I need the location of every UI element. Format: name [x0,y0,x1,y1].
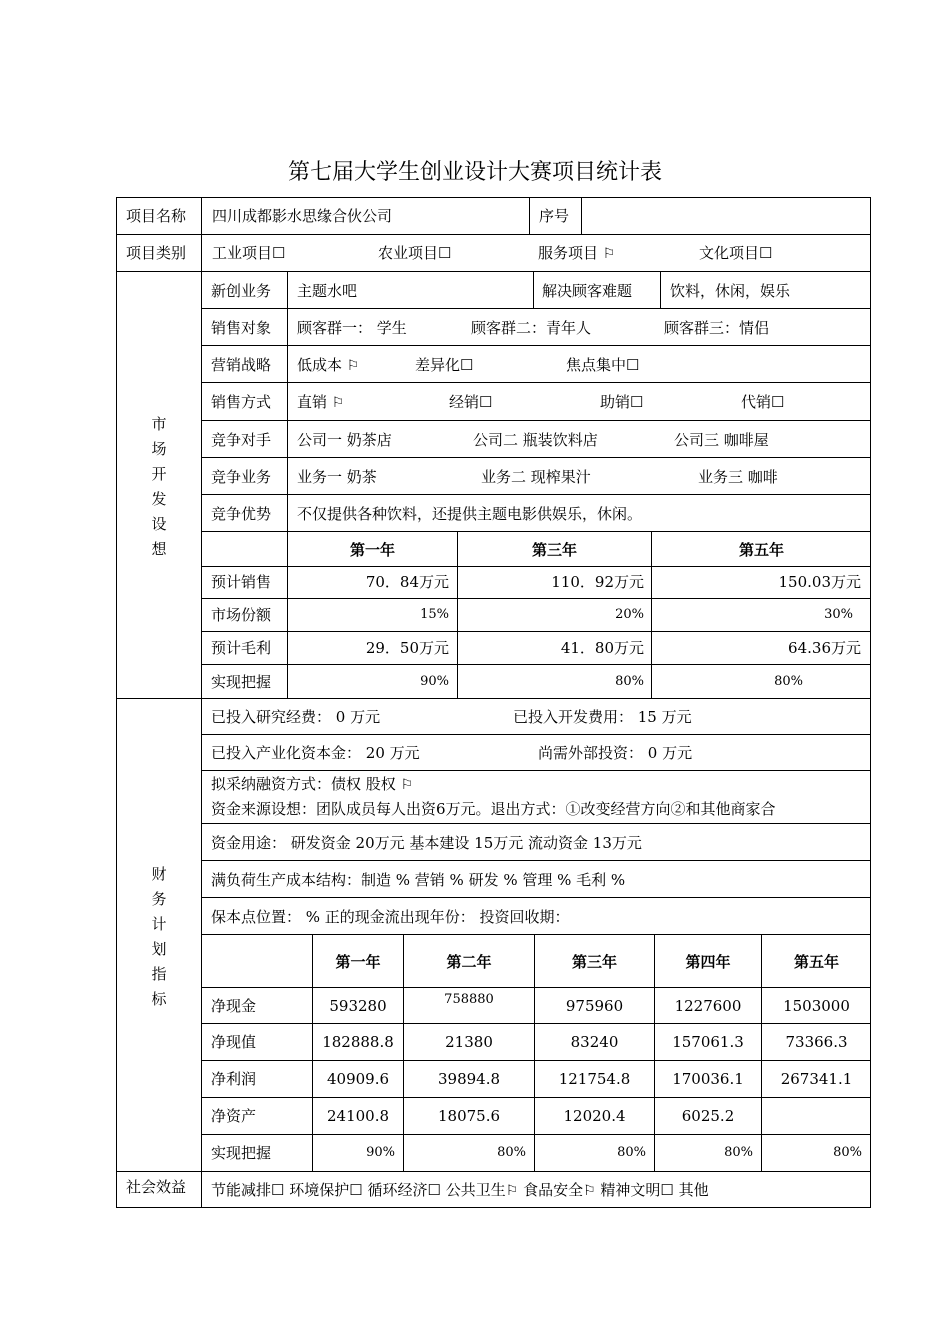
finance-cell: 40909.6 [326,1070,390,1088]
flag-icon: ⚐ [400,777,414,793]
dev-invested: 已投入开发费用： 15 万元 [513,708,692,726]
market-cell: 15% [420,607,449,622]
project-name-value: 四川成都影水思缘合伙公司 [212,207,393,225]
finance-cell: 267341.1 [780,1070,853,1088]
sales-assisted: 助销☐ [600,393,644,411]
competing-business-2: 业务二 现榨果汁 [481,468,591,486]
finance-cell: 1503000 [783,997,850,1015]
target-group-3: 顾客群三：情侣 [664,319,770,337]
flag-icon: ⚐ [505,1183,519,1199]
page-title: 第七届大学生创业设计大赛项目统计表 [287,160,662,185]
category-agriculture: 农业项目☐ [378,244,452,262]
finance-cell: 80% [724,1145,753,1160]
customer-problem-label: 解决顾客难题 [542,282,633,300]
finance-cell: 80% [833,1145,862,1160]
finance-cell: 1227600 [674,997,742,1015]
sales-method-label: 销售方式 [211,393,272,411]
industrial-capital: 已投入产业化资本金： 20 万元 [211,744,420,762]
finance-cell: 6025.2 [681,1107,735,1125]
finance-cell: 39894.8 [437,1070,501,1088]
benefit-hygiene: 公共卫生 [445,1181,506,1199]
category-service: 服务项目 ⚐ [538,244,616,262]
finance-cell: 182888.8 [322,1033,394,1051]
finance-cell: 83240 [570,1033,619,1051]
finance-year-header: 第二年 [446,953,492,971]
external-investment: 尚需外部投资： 0 万元 [538,744,693,762]
market-year-header: 第五年 [738,541,784,559]
competitor-label: 竞争对手 [211,431,272,449]
competitor-1: 公司一 奶茶店 [297,431,392,449]
finance-row-label: 净现金 [211,997,257,1015]
market-year-header: 第一年 [349,541,395,559]
finance-cell: 593280 [329,997,387,1015]
customer-problem-value: 饮料，休闲，娱乐 [670,282,791,300]
finance-row-label: 净现值 [211,1033,257,1051]
project-category-label: 项目类别 [126,244,187,262]
competing-business-1: 业务一 奶茶 [297,468,377,486]
finance-cell: 12020.4 [563,1107,626,1125]
competitor-3: 公司三 咖啡屋 [674,431,769,449]
finance-year-header: 第四年 [685,953,731,971]
market-cell: 80% [774,674,803,689]
market-row-label: 预计销售 [211,573,272,591]
finance-year-header: 第五年 [793,953,839,971]
finance-cell: 80% [617,1145,646,1160]
finance-cell: 121754.8 [558,1070,631,1088]
market-cell: 20% [615,607,644,622]
finance-section-label: 财务计划指标 [151,865,167,1008]
finance-cell: 975960 [565,997,624,1015]
target-group-1: 顾客群一： 学生 [297,319,407,337]
market-row-label: 预计毛利 [211,639,272,657]
finance-cell: 90% [366,1145,395,1160]
seq-label: 序号 [539,207,570,225]
finance-row-label: 净利润 [211,1070,257,1088]
finance-cell: 170036.1 [672,1070,744,1088]
finance-cell: 21380 [445,1033,493,1051]
flag-icon: ⚐ [346,358,360,374]
strategy-focus: 焦点集中☐ [566,356,640,374]
sales-target-label: 销售对象 [211,319,272,337]
market-cell: 64.36万元 [788,639,861,657]
market-row-label: 实现把握 [211,673,272,691]
finance-cell: 157061.3 [672,1033,744,1051]
finance-cell: 80% [497,1145,526,1160]
strategy-low-cost: 低成本 ⚐ [297,356,360,374]
benefit-other: 其他 [678,1181,709,1199]
competing-business-label: 竞争业务 [211,468,272,486]
market-cell: 90% [420,674,449,689]
advantage-label: 竞争优势 [211,505,272,523]
finance-cell: 758880 [444,992,494,1007]
market-cell: 41．80万元 [560,639,644,657]
finance-cell: 18075.6 [437,1107,501,1125]
finance-row-label: 实现把握 [211,1144,272,1162]
social-benefit-items [211,1180,709,1201]
market-cell: 110．92万元 [551,573,644,591]
finance-year-header: 第三年 [571,953,617,971]
fund-source: 资金来源设想：团队成员每人出资6万元。退出方式：①改变经营方向②和其他商家合 [211,800,776,818]
benefit-environment: 环境保护☐ [289,1181,363,1199]
stats-table [116,197,871,1208]
finance-cell: 24100.8 [326,1107,390,1125]
sales-distribution: 经销☐ [449,393,493,411]
cost-structure: 满负荷生产成本结构：制造 % 营销 % 研发 % 管理 % 毛利 % [211,871,626,889]
market-cell: 29．50万元 [365,639,449,657]
sales-agency: 代销☐ [741,393,785,411]
advantage-value: 不仅提供各种饮料，还提供主题电影供娱乐，休闲。 [297,505,643,523]
market-section-label: 市场开发设想 [151,415,167,558]
research-invested: 已投入研究经费： 0 万元 [211,708,381,726]
finance-row-label: 净资产 [211,1107,257,1125]
flag-icon: ⚐ [602,246,616,262]
financing-method: 拟采纳融资方式：债权 股权 ⚐ [211,775,414,793]
market-cell: 150.03万元 [778,573,861,591]
benefit-energy: 节能减排☐ [211,1181,285,1199]
target-group-2: 顾客群二：青年人 [471,319,592,337]
flag-icon: ⚐ [331,395,345,411]
benefit-food-safety: 食品安全 [523,1181,584,1199]
project-name-label: 项目名称 [126,207,187,225]
fund-use: 资金用途： 研发资金 20万元 基本建设 15万元 流动资金 13万元 [211,834,642,852]
market-cell: 30% [824,607,853,622]
new-business-label: 新创业务 [211,282,272,300]
strategy-differentiation: 差异化☐ [415,356,474,374]
market-cell: 80% [615,674,644,689]
competitor-2: 公司二 瓶装饮料店 [473,431,598,449]
category-culture: 文化项目☐ [699,244,773,262]
market-cell: 70．84万元 [365,573,449,591]
flag-icon: ⚐ [583,1183,596,1199]
breakeven-point: 保本点位置： % 正的现金流出现年份： 投资回收期： [211,908,570,926]
market-year-header: 第三年 [531,541,577,559]
market-row-label: 市场份额 [211,606,272,624]
benefit-circular: 循环经济☐ [367,1181,441,1199]
competing-business-3: 业务三 咖啡 [698,468,778,486]
sales-direct: 直销 ⚐ [297,393,345,411]
new-business-value: 主题水吧 [297,282,358,300]
marketing-strategy-label: 营销战略 [211,356,272,374]
finance-year-header: 第一年 [335,953,381,971]
category-industry: 工业项目☐ [212,244,286,262]
social-benefit-label: 社会效益 [126,1178,187,1196]
finance-cell: 73366.3 [785,1033,848,1051]
benefit-culture: 精神文明☐ [600,1181,674,1199]
